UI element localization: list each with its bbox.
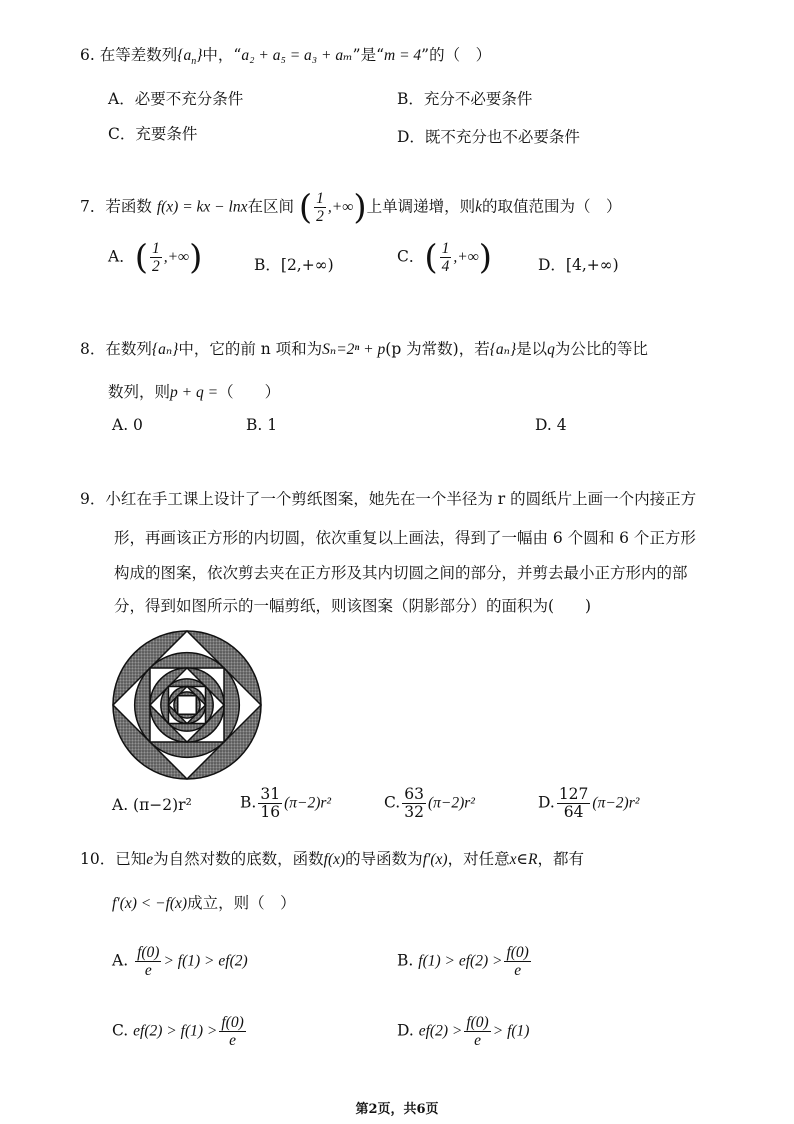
- q9-option-d[interactable]: D. $\frac{127}{64}$ (π−2)r²: [538, 785, 640, 822]
- q6-stem: 6. 在等差数列$\{a_n\}$中，“a₂ + a₅ = a₃ + aₘ”是“m = 4”的（ ）: [80, 46, 492, 68]
- q7-option-a[interactable]: A．( $\frac{1}{2}$ ,+∞): [108, 237, 203, 278]
- q7-option-c[interactable]: C．( $\frac{1}{4}$ ,+∞): [397, 237, 493, 278]
- q9-stem-line3: 构成的图案，依次剪去夹在正方形及其内切圆之间的部分，并剪去最小正方形内的部: [114, 564, 688, 582]
- q8-option-a[interactable]: A. 0: [112, 416, 143, 434]
- q6-option-b[interactable]: B．充分不必要条件: [397, 90, 533, 108]
- q8-option-d[interactable]: D. 4: [535, 416, 567, 434]
- q6-option-c[interactable]: C．充要条件: [108, 125, 198, 143]
- q9-stem-line1: 9．小红在手工课上设计了一个剪纸图案，她先在一个半径为 r 的圆纸片上画一个内接正方: [80, 490, 697, 508]
- q9-stem-line2: 形，再画该正方形的内切圆，依次重复以上画法，得到了一幅由 6 个圆和 6 个正方形: [114, 529, 696, 547]
- q10-stem-line2: f′(x) < −f(x)成立，则（ ）: [112, 894, 296, 912]
- q8-stem-line2: 数列，则p + q =（ ）: [108, 383, 281, 401]
- figure-square: [178, 696, 197, 715]
- q8-stem-line1: 8．在数列{aₙ}中，它的前 n 项和为Sₙ=2ⁿ + p(p 为常数)，若{aₙ}是以q为公比的等比: [80, 340, 648, 358]
- paper-cut-figure: [110, 628, 264, 782]
- q8-option-b[interactable]: B. 1: [246, 416, 278, 434]
- q10-option-b[interactable]: B. f(1) > ef(2) > $\frac{f(0)}{e}$: [397, 944, 529, 980]
- q9-option-c[interactable]: C. $\frac{63}{32}$ (π−2)r²: [384, 785, 475, 822]
- q6-option-a[interactable]: A．必要不充分条件: [108, 90, 244, 108]
- q7-option-b[interactable]: B．[2,+∞): [254, 256, 334, 274]
- q6-option-d[interactable]: D．既不充分也不必要条件: [397, 128, 580, 146]
- q10-option-c[interactable]: C. ef(2) > f(1) > $\frac{f(0)}{e}$: [112, 1014, 244, 1050]
- q7-stem: 7．若函数 f(x) = kx − lnx在区间 ( $\frac{1}{2}$ ,+∞)上单调递增，则k的取值范围为（ ）: [80, 187, 622, 228]
- q9-option-a[interactable]: A. (π−2)r²: [112, 796, 192, 814]
- q9-option-b[interactable]: B. $\frac{31}{16}$ (π−2)r²: [240, 785, 332, 822]
- page-footer: 第2页，共6页: [355, 1102, 439, 1117]
- q10-option-d[interactable]: D. ef(2) > $\frac{f(0)}{e}$ > f(1): [397, 1014, 530, 1050]
- q10-stem-line1: 10．已知e为自然对数的底数，函数f(x)的导函数为f′(x)，对任意x∈R，都有: [80, 850, 584, 868]
- q10-option-a[interactable]: A. $\frac{f(0)}{e}$ > f(1) > ef(2): [112, 944, 248, 980]
- q9-stem-line4: 分，得到如图所示的一幅剪纸，则该图案（阴影部分）的面积为( ): [114, 597, 592, 615]
- q7-option-d[interactable]: D．[4,+∞): [538, 256, 619, 274]
